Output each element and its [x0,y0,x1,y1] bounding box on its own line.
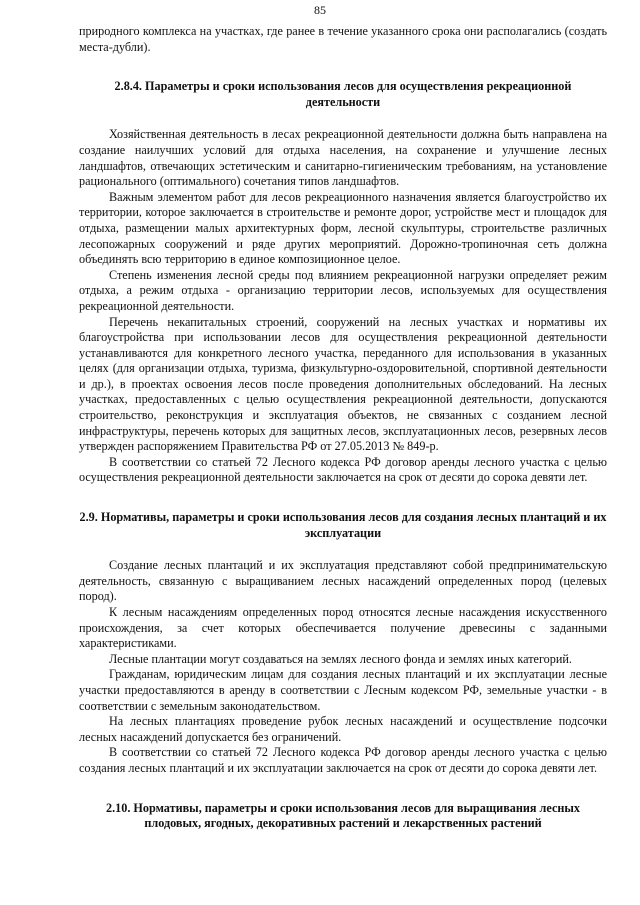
section-2-9-paragraph: В соответствии со статьей 72 Лесного кодекса РФ договор аренды лесного участка с целью создания лесных плантаций и их эксплуатации заключается на срок от десяти до сорока девяти лет. [79,745,607,775]
section-2-9-heading: 2.9. Нормативы, параметры и сроки использования лесов для создания лесных плантаций и их эксплуатации [79,510,607,540]
section-2-8-4-paragraph: Перечень некапитальных строений, сооружений на лесных участках и нормативы их благоустройства при использовании лесов для осуществления рекреационной деятельности устанавливаются для конкретного лесного участка, переданного для использования в указанных целях (для организации отдыха, туризма, физкультурно-оздоровительной, спортивной деятельности и др.), в проектах освоения лесов после проведения дополнительных обследований. На лесных участках, предоставленных с целью осуществления рекреационной деятельности, допускаются строительство, реконструкция и эксплуатация объектов, не связанных с созданием лесной инфраструктуры, перечень которых для защитных лесов, эксплуатационных лесов, резервных лесов утвержден распоряжением Правительства РФ от 27.05.2013 № 849-р. [79,314,607,454]
section-2-9-paragraph: К лесным насаждениям определенных пород относятся лесные насаждения искусственного происхождения, за счет которых обеспечивается получение древесины с заданными характеристиками. [79,605,607,651]
page-number: 85 [314,3,326,17]
section-2-8-4-paragraph: Хозяйственная деятельность в лесах рекреационной деятельности должна быть направлена на создание наилучших условий для отдыха населения, на сохранение и улучшение лесных ландшафтов, отвечающих эстетическим и санитарно-гигиеническим требованиям, на установление рационального (оптимального) сочетания типов ландшафтов. [79,127,607,189]
section-2-8-4-paragraph: В соответствии со статьей 72 Лесного кодекса РФ договор аренды лесного участка с целью осуществления рекреационной деятельности заключается на срок от десяти до сорока девяти лет. [79,454,607,485]
page-content [79,24,607,832]
opening-paragraph: природного комплекса на участках, где ранее в течение указанного срока они располагались (создать места-дубли). [79,24,607,54]
section-2-9-paragraph: Гражданам, юридическим лицам для создания лесных плантаций и их эксплуатации лесные участки предоставляются в аренду в соответствии с Лесным кодексом РФ, земельные участки - в соответствии с земельным законодательством. [79,667,607,713]
section-2-8-4-paragraph: Степень изменения лесной среды под влиянием рекреационной нагрузки определяет режим отдыха, а режим отдыха - организацию территории лесов, используемых для осуществления рекреационной деятельности. [79,267,607,313]
section-2-8-4-paragraph: Важным элементом работ для лесов рекреационного назначения является благоустройство их территории, которое заключается в строительстве и ремонте дорог, устройстве мест и площадок для отдыха, размещении малых архитектурных форм, лесной скульптуры, строительстве различных лесопожарных сооружений и ряде других мероприятий. Дорожно-тропиночная сеть должна объединять всю территорию в единое композиционное целое. [79,189,607,267]
section-2-9-paragraph: На лесных плантациях проведение рубок лесных насаждений и осуществление подсочки лесных насаждений допускается без ограничений. [79,714,607,744]
section-2-9-paragraph: Создание лесных плантаций и их эксплуатация представляют собой предпринимательскую деятельность, связанную с выращиванием лесных насаждений определенных пород (целевых пород). [79,558,607,604]
section-2-9-paragraph: Лесные плантации могут создаваться на землях лесного фонда и землях иных категорий. [109,651,572,666]
section-2-10-heading: 2.10. Нормативы, параметры и сроки использования лесов для выращивания лесных плодовых, ягодных, декоративных растений и лекарственных растений [106,800,580,831]
section-2-8-4-heading: 2.8.4. Параметры и сроки использования лесов для осуществления рекреационной деятельности [114,79,572,109]
